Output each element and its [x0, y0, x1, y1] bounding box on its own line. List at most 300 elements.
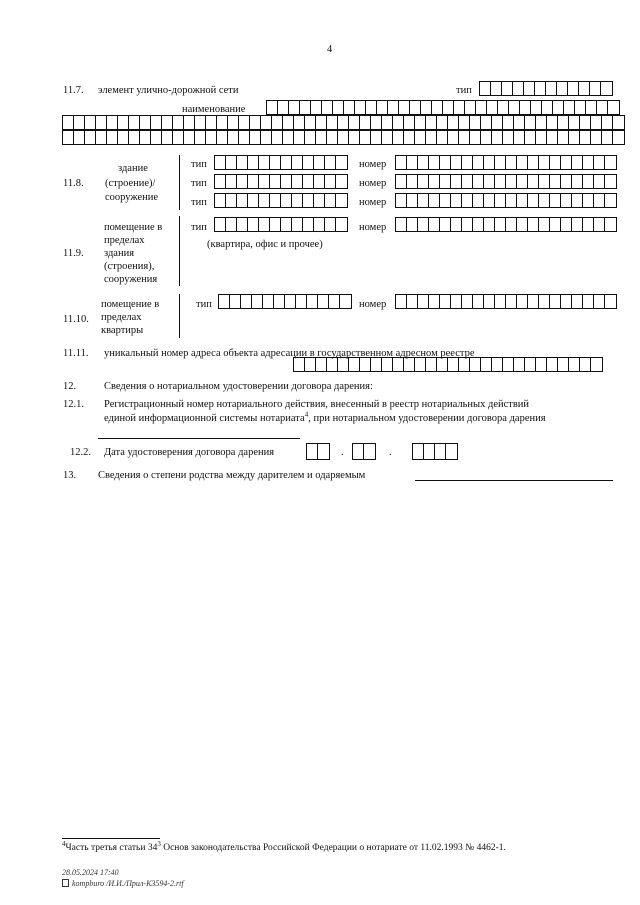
input-cell[interactable] — [371, 358, 382, 371]
input-cell[interactable] — [396, 156, 407, 169]
input-cell[interactable] — [118, 131, 129, 144]
input-cell[interactable] — [206, 131, 217, 144]
input-cell[interactable] — [575, 101, 586, 114]
input-cell[interactable] — [349, 116, 360, 129]
input-cell[interactable] — [418, 194, 429, 207]
input-cell[interactable] — [583, 295, 594, 308]
input-cell[interactable] — [259, 156, 270, 169]
section-11-7-type-field[interactable] — [479, 81, 613, 96]
input-cell[interactable] — [311, 101, 322, 114]
section-11-9-type-field[interactable] — [214, 217, 348, 232]
input-cell[interactable] — [594, 194, 605, 207]
input-cell[interactable] — [569, 131, 580, 144]
input-cell[interactable] — [481, 116, 492, 129]
input-cell[interactable] — [413, 444, 424, 459]
input-cell[interactable] — [281, 175, 292, 188]
input-cell[interactable] — [314, 194, 325, 207]
input-cell[interactable] — [462, 175, 473, 188]
input-cell[interactable] — [429, 194, 440, 207]
input-cell[interactable] — [462, 156, 473, 169]
input-cell[interactable] — [561, 156, 572, 169]
input-cell[interactable] — [524, 82, 535, 95]
input-cell[interactable] — [539, 218, 550, 231]
input-cell[interactable] — [509, 101, 520, 114]
input-cell[interactable] — [404, 358, 415, 371]
input-cell[interactable] — [292, 218, 303, 231]
input-cell[interactable] — [228, 116, 239, 129]
input-cell[interactable] — [561, 175, 572, 188]
input-cell[interactable] — [473, 218, 484, 231]
input-cell[interactable] — [513, 82, 524, 95]
input-cell[interactable] — [525, 116, 536, 129]
input-cell[interactable] — [248, 218, 259, 231]
input-cell[interactable] — [415, 358, 426, 371]
input-cell[interactable] — [484, 295, 495, 308]
input-cell[interactable] — [407, 295, 418, 308]
input-cell[interactable] — [217, 131, 228, 144]
input-cell[interactable] — [393, 358, 404, 371]
input-cell[interactable] — [396, 194, 407, 207]
input-cell[interactable] — [355, 101, 366, 114]
input-cell[interactable] — [248, 194, 259, 207]
input-cell[interactable] — [239, 116, 250, 129]
input-cell[interactable] — [237, 218, 248, 231]
input-cell[interactable] — [528, 175, 539, 188]
input-cell[interactable] — [307, 295, 318, 308]
input-cell[interactable] — [583, 194, 594, 207]
input-cell[interactable] — [558, 131, 569, 144]
input-cell[interactable] — [418, 295, 429, 308]
input-cell[interactable] — [184, 116, 195, 129]
input-cell[interactable] — [514, 116, 525, 129]
input-cell[interactable] — [96, 116, 107, 129]
input-cell[interactable] — [451, 156, 462, 169]
input-cell[interactable] — [96, 131, 107, 144]
input-cell[interactable] — [289, 101, 300, 114]
input-cell[interactable] — [407, 156, 418, 169]
input-cell[interactable] — [325, 175, 336, 188]
input-cell[interactable] — [353, 444, 364, 459]
input-cell[interactable] — [591, 131, 602, 144]
input-cell[interactable] — [495, 175, 506, 188]
input-cell[interactable] — [473, 295, 484, 308]
section-11-8-row1-number-field[interactable] — [395, 155, 617, 170]
input-cell[interactable] — [506, 218, 517, 231]
input-cell[interactable] — [393, 131, 404, 144]
input-cell[interactable] — [217, 116, 228, 129]
input-cell[interactable] — [259, 218, 270, 231]
input-cell[interactable] — [547, 116, 558, 129]
input-cell[interactable] — [443, 101, 454, 114]
input-cell[interactable] — [307, 444, 318, 459]
input-cell[interactable] — [418, 156, 429, 169]
input-cell[interactable] — [226, 156, 237, 169]
input-cell[interactable] — [318, 295, 329, 308]
input-cell[interactable] — [553, 101, 564, 114]
input-cell[interactable] — [336, 156, 347, 169]
input-cell[interactable] — [451, 218, 462, 231]
section-11-7-name-field-row3[interactable] — [62, 130, 625, 145]
input-cell[interactable] — [303, 156, 314, 169]
input-cell[interactable] — [583, 175, 594, 188]
input-cell[interactable] — [448, 116, 459, 129]
section-12-1-registration-number-field[interactable] — [98, 438, 300, 439]
input-cell[interactable] — [426, 358, 437, 371]
input-cell[interactable] — [536, 358, 547, 371]
input-cell[interactable] — [535, 82, 546, 95]
input-cell[interactable] — [407, 218, 418, 231]
input-cell[interactable] — [336, 194, 347, 207]
input-cell[interactable] — [459, 116, 470, 129]
input-cell[interactable] — [558, 116, 569, 129]
input-cell[interactable] — [605, 218, 616, 231]
input-cell[interactable] — [248, 175, 259, 188]
input-cell[interactable] — [294, 358, 305, 371]
input-cell[interactable] — [459, 358, 470, 371]
input-cell[interactable] — [440, 156, 451, 169]
input-cell[interactable] — [338, 131, 349, 144]
input-cell[interactable] — [118, 116, 129, 129]
input-cell[interactable] — [481, 131, 492, 144]
input-cell[interactable] — [591, 116, 602, 129]
input-cell[interactable] — [550, 156, 561, 169]
input-cell[interactable] — [426, 131, 437, 144]
input-cell[interactable] — [605, 156, 616, 169]
input-cell[interactable] — [338, 116, 349, 129]
input-cell[interactable] — [503, 358, 514, 371]
input-cell[interactable] — [547, 358, 558, 371]
input-cell[interactable] — [487, 101, 498, 114]
input-cell[interactable] — [517, 194, 528, 207]
input-cell[interactable] — [129, 131, 140, 144]
input-cell[interactable] — [536, 116, 547, 129]
input-cell[interactable] — [492, 358, 503, 371]
input-cell[interactable] — [281, 194, 292, 207]
input-cell[interactable] — [267, 101, 278, 114]
input-cell[interactable] — [173, 116, 184, 129]
input-cell[interactable] — [366, 101, 377, 114]
input-cell[interactable] — [418, 218, 429, 231]
input-cell[interactable] — [470, 358, 481, 371]
input-cell[interactable] — [517, 295, 528, 308]
section-11-7-name-field-row1[interactable] — [266, 100, 620, 115]
input-cell[interactable] — [539, 175, 550, 188]
section-11-11-fias-number-field[interactable] — [293, 357, 603, 372]
input-cell[interactable] — [451, 175, 462, 188]
input-cell[interactable] — [498, 101, 509, 114]
input-cell[interactable] — [325, 156, 336, 169]
input-cell[interactable] — [605, 175, 616, 188]
input-cell[interactable] — [129, 116, 140, 129]
input-cell[interactable] — [333, 101, 344, 114]
input-cell[interactable] — [396, 295, 407, 308]
input-cell[interactable] — [261, 131, 272, 144]
input-cell[interactable] — [294, 131, 305, 144]
input-cell[interactable] — [429, 156, 440, 169]
input-cell[interactable] — [424, 444, 435, 459]
input-cell[interactable] — [426, 116, 437, 129]
input-cell[interactable] — [215, 156, 226, 169]
input-cell[interactable] — [396, 175, 407, 188]
input-cell[interactable] — [572, 295, 583, 308]
input-cell[interactable] — [195, 116, 206, 129]
input-cell[interactable] — [564, 101, 575, 114]
input-cell[interactable] — [107, 116, 118, 129]
input-cell[interactable] — [393, 116, 404, 129]
date-year-field[interactable] — [412, 443, 458, 460]
input-cell[interactable] — [360, 116, 371, 129]
input-cell[interactable] — [476, 101, 487, 114]
input-cell[interactable] — [349, 358, 360, 371]
input-cell[interactable] — [336, 218, 347, 231]
input-cell[interactable] — [344, 101, 355, 114]
input-cell[interactable] — [480, 82, 491, 95]
input-cell[interactable] — [605, 194, 616, 207]
input-cell[interactable] — [495, 295, 506, 308]
input-cell[interactable] — [300, 101, 311, 114]
input-cell[interactable] — [568, 82, 579, 95]
input-cell[interactable] — [259, 175, 270, 188]
input-cell[interactable] — [601, 82, 612, 95]
input-cell[interactable] — [272, 131, 283, 144]
input-cell[interactable] — [294, 116, 305, 129]
input-cell[interactable] — [162, 131, 173, 144]
section-11-8-row2-number-field[interactable] — [395, 174, 617, 189]
input-cell[interactable] — [250, 116, 261, 129]
input-cell[interactable] — [226, 218, 237, 231]
input-cell[interactable] — [305, 131, 316, 144]
input-cell[interactable] — [399, 101, 410, 114]
input-cell[interactable] — [404, 116, 415, 129]
input-cell[interactable] — [550, 295, 561, 308]
input-cell[interactable] — [491, 82, 502, 95]
input-cell[interactable] — [525, 358, 536, 371]
input-cell[interactable] — [429, 175, 440, 188]
input-cell[interactable] — [410, 101, 421, 114]
input-cell[interactable] — [303, 194, 314, 207]
input-cell[interactable] — [506, 156, 517, 169]
input-cell[interactable] — [583, 156, 594, 169]
input-cell[interactable] — [252, 295, 263, 308]
input-cell[interactable] — [140, 131, 151, 144]
input-cell[interactable] — [484, 175, 495, 188]
input-cell[interactable] — [360, 131, 371, 144]
input-cell[interactable] — [296, 295, 307, 308]
input-cell[interactable] — [303, 175, 314, 188]
input-cell[interactable] — [237, 194, 248, 207]
input-cell[interactable] — [591, 358, 602, 371]
input-cell[interactable] — [613, 131, 624, 144]
input-cell[interactable] — [528, 295, 539, 308]
input-cell[interactable] — [415, 116, 426, 129]
input-cell[interactable] — [237, 175, 248, 188]
input-cell[interactable] — [547, 131, 558, 144]
input-cell[interactable] — [517, 156, 528, 169]
input-cell[interactable] — [528, 194, 539, 207]
input-cell[interactable] — [360, 358, 371, 371]
input-cell[interactable] — [605, 295, 616, 308]
input-cell[interactable] — [542, 101, 553, 114]
input-cell[interactable] — [371, 131, 382, 144]
input-cell[interactable] — [492, 116, 503, 129]
input-cell[interactable] — [451, 194, 462, 207]
input-cell[interactable] — [162, 116, 173, 129]
input-cell[interactable] — [281, 156, 292, 169]
input-cell[interactable] — [239, 131, 250, 144]
input-cell[interactable] — [454, 101, 465, 114]
input-cell[interactable] — [237, 156, 248, 169]
input-cell[interactable] — [396, 218, 407, 231]
input-cell[interactable] — [305, 116, 316, 129]
input-cell[interactable] — [462, 194, 473, 207]
input-cell[interactable] — [292, 175, 303, 188]
input-cell[interactable] — [421, 101, 432, 114]
input-cell[interactable] — [484, 194, 495, 207]
input-cell[interactable] — [261, 116, 272, 129]
input-cell[interactable] — [440, 218, 451, 231]
input-cell[interactable] — [446, 444, 457, 459]
input-cell[interactable] — [285, 295, 296, 308]
input-cell[interactable] — [437, 358, 448, 371]
input-cell[interactable] — [327, 358, 338, 371]
date-day-field[interactable] — [306, 443, 330, 460]
input-cell[interactable] — [602, 131, 613, 144]
input-cell[interactable] — [528, 218, 539, 231]
input-cell[interactable] — [325, 194, 336, 207]
input-cell[interactable] — [506, 175, 517, 188]
input-cell[interactable] — [517, 218, 528, 231]
input-cell[interactable] — [481, 358, 492, 371]
input-cell[interactable] — [597, 101, 608, 114]
input-cell[interactable] — [74, 131, 85, 144]
input-cell[interactable] — [316, 358, 327, 371]
input-cell[interactable] — [281, 218, 292, 231]
input-cell[interactable] — [580, 131, 591, 144]
input-cell[interactable] — [520, 101, 531, 114]
input-cell[interactable] — [459, 131, 470, 144]
input-cell[interactable] — [140, 116, 151, 129]
input-cell[interactable] — [336, 175, 347, 188]
input-cell[interactable] — [270, 175, 281, 188]
input-cell[interactable] — [322, 101, 333, 114]
input-cell[interactable] — [349, 131, 360, 144]
input-cell[interactable] — [382, 116, 393, 129]
input-cell[interactable] — [407, 194, 418, 207]
input-cell[interactable] — [429, 295, 440, 308]
input-cell[interactable] — [241, 295, 252, 308]
input-cell[interactable] — [539, 156, 550, 169]
input-cell[interactable] — [440, 295, 451, 308]
input-cell[interactable] — [572, 218, 583, 231]
section-11-10-type-field[interactable] — [218, 294, 352, 309]
input-cell[interactable] — [85, 116, 96, 129]
input-cell[interactable] — [583, 218, 594, 231]
input-cell[interactable] — [590, 82, 601, 95]
input-cell[interactable] — [377, 101, 388, 114]
input-cell[interactable] — [503, 131, 514, 144]
input-cell[interactable] — [613, 116, 624, 129]
input-cell[interactable] — [506, 194, 517, 207]
input-cell[interactable] — [437, 131, 448, 144]
input-cell[interactable] — [364, 444, 375, 459]
input-cell[interactable] — [292, 156, 303, 169]
input-cell[interactable] — [561, 194, 572, 207]
input-cell[interactable] — [435, 444, 446, 459]
input-cell[interactable] — [215, 194, 226, 207]
input-cell[interactable] — [292, 194, 303, 207]
input-cell[interactable] — [462, 295, 473, 308]
input-cell[interactable] — [382, 358, 393, 371]
input-cell[interactable] — [230, 295, 241, 308]
input-cell[interactable] — [63, 131, 74, 144]
input-cell[interactable] — [418, 175, 429, 188]
input-cell[interactable] — [492, 131, 503, 144]
input-cell[interactable] — [470, 131, 481, 144]
input-cell[interactable] — [206, 116, 217, 129]
input-cell[interactable] — [329, 295, 340, 308]
input-cell[interactable] — [514, 131, 525, 144]
input-cell[interactable] — [404, 131, 415, 144]
input-cell[interactable] — [528, 156, 539, 169]
input-cell[interactable] — [283, 116, 294, 129]
input-cell[interactable] — [495, 194, 506, 207]
input-cell[interactable] — [531, 101, 542, 114]
input-cell[interactable] — [594, 295, 605, 308]
section-11-8-row1-type-field[interactable] — [214, 155, 348, 170]
input-cell[interactable] — [415, 131, 426, 144]
input-cell[interactable] — [195, 131, 206, 144]
input-cell[interactable] — [539, 295, 550, 308]
input-cell[interactable] — [484, 218, 495, 231]
input-cell[interactable] — [340, 295, 351, 308]
input-cell[interactable] — [215, 175, 226, 188]
input-cell[interactable] — [550, 218, 561, 231]
input-cell[interactable] — [226, 175, 237, 188]
input-cell[interactable] — [429, 218, 440, 231]
input-cell[interactable] — [305, 358, 316, 371]
section-13-kinship-field[interactable] — [415, 480, 613, 481]
input-cell[interactable] — [484, 156, 495, 169]
input-cell[interactable] — [608, 101, 619, 114]
input-cell[interactable] — [506, 295, 517, 308]
input-cell[interactable] — [557, 82, 568, 95]
date-month-field[interactable] — [352, 443, 376, 460]
input-cell[interactable] — [437, 116, 448, 129]
input-cell[interactable] — [558, 358, 569, 371]
input-cell[interactable] — [517, 175, 528, 188]
input-cell[interactable] — [173, 131, 184, 144]
input-cell[interactable] — [572, 156, 583, 169]
input-cell[interactable] — [274, 295, 285, 308]
input-cell[interactable] — [594, 175, 605, 188]
input-cell[interactable] — [270, 218, 281, 231]
input-cell[interactable] — [250, 131, 261, 144]
section-11-8-row3-number-field[interactable] — [395, 193, 617, 208]
input-cell[interactable] — [215, 218, 226, 231]
input-cell[interactable] — [226, 194, 237, 207]
input-cell[interactable] — [579, 82, 590, 95]
input-cell[interactable] — [314, 175, 325, 188]
input-cell[interactable] — [151, 131, 162, 144]
input-cell[interactable] — [338, 358, 349, 371]
input-cell[interactable] — [325, 218, 336, 231]
input-cell[interactable] — [151, 116, 162, 129]
input-cell[interactable] — [327, 131, 338, 144]
input-cell[interactable] — [586, 101, 597, 114]
input-cell[interactable] — [272, 116, 283, 129]
input-cell[interactable] — [503, 116, 514, 129]
input-cell[interactable] — [283, 131, 294, 144]
